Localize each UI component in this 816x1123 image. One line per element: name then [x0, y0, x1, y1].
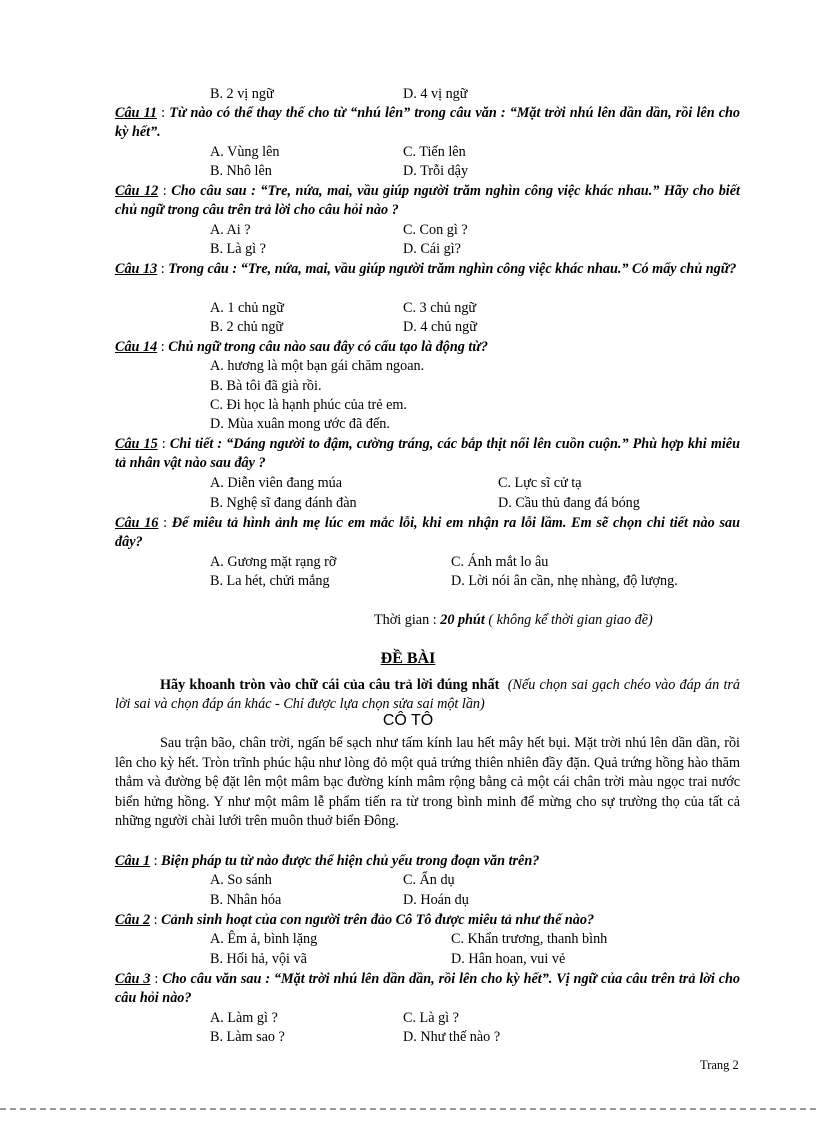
option-d: D. 4 vị ngữ: [403, 86, 468, 102]
question-separator: :: [157, 339, 169, 355]
question-separator: :: [156, 105, 170, 121]
option-a: A. Vùng lên: [210, 144, 280, 160]
time-line: [374, 611, 653, 630]
time-label: Thời gian :: [374, 612, 441, 628]
page-title: ĐỀ BÀI: [380, 650, 436, 667]
question-number: Câu 12: [115, 183, 159, 199]
question-separator: :: [158, 515, 172, 531]
question-number: Câu 13: [115, 261, 158, 277]
question-text: Cho câu văn sau : “Mặt trời nhú lên dần dần, rồi lên cho kỳ hết”. Vị ngữ của câu trên trả lời cho câu hỏi nào?: [115, 971, 740, 1006]
question-text: Chủ ngữ trong câu nào sau đây có cấu tạo là động từ?: [168, 339, 488, 355]
question-text: Từ nào có thể thay thế cho từ “nhú lên” trong câu văn : “Mặt trời nhú lên dần dần, rồi lên cho kỳ hết”.: [115, 105, 740, 140]
question-15: [115, 435, 740, 473]
option-c: C. Là gì ?: [403, 1010, 459, 1026]
option-d: D. Hoán dụ: [403, 892, 469, 908]
option-a: A. Êm ả, bình lặng: [210, 931, 318, 947]
question-text: Để miêu tả hình ảnh mẹ lúc em mắc lỗi, khi em nhận ra lỗi lầm. Em sẽ chọn chi tiết nào sau đây?: [115, 515, 740, 550]
option-b: B. Bà tôi đã già rồi.: [210, 378, 322, 394]
page-number: Trang 2: [700, 1058, 739, 1072]
question-separator: :: [150, 853, 162, 869]
option-b: B. Là gì ?: [210, 241, 266, 257]
question-12: [115, 182, 740, 220]
question-separator: :: [158, 183, 172, 199]
question-separator: :: [157, 261, 169, 277]
option-a: A. Gương mặt rạng rỡ: [210, 554, 337, 570]
question-number: Câu 11: [115, 105, 157, 121]
question-3: [115, 970, 740, 1008]
question-text: Biện pháp tu từ nào được thể hiện chủ yếu trong đoạn văn trên?: [161, 853, 540, 869]
page-divider: [0, 1108, 816, 1110]
time-note: ( không kể thời gian giao đề): [484, 612, 653, 628]
option-a: A. Ai ?: [210, 222, 251, 238]
instruction-italic: (Nếu chọn sai gạch chéo vào đáp án trả lời sai và chọn đáp án khác - Chỉ được lựa chọn sửa sai một lần): [115, 677, 740, 712]
option-c: C. Ánh mắt lo âu: [451, 554, 549, 570]
question-number: Câu 16: [115, 515, 159, 531]
option-d: D. Cầu thủ đang đá bóng: [498, 495, 640, 511]
option-b: B. Nghệ sĩ đang đánh đàn: [210, 495, 357, 511]
question-text: Cho câu sau : “Tre, nứa, mai, vầu giúp người trăm nghìn công việc khác nhau.” Hãy cho biết chủ ngữ trong câu trên trả lời cho câu hỏi nào ?: [115, 183, 740, 218]
instruction-bold: Hãy khoanh tròn vào chữ cái của câu trả lời đúng nhất: [160, 677, 500, 693]
question-14: [115, 338, 740, 357]
time-value: 20 phút: [440, 612, 485, 628]
option-a: A. So sánh: [210, 872, 272, 888]
passage: Sau trận bão, chân trời, ngấn bể sạch như tấm kính lau hết mây hết bụi. Mặt trời nhú lên dần dần, rồi lên cho kỳ hết. Tròn trĩnh phúc hậu như lòng đỏ một quả trứng thiên nhiên đầy đặn. Quả trứng hồng hào thăm thẳm và đường bệ đặt lên một mâm bạc đường kính mâm rộng bằng cả một cái chân trời màu ngọc trai nước biển hửng hồng. Y như một mâm lễ phẩm tiến ra từ trong bình minh để mừng cho sự trường thọ của tất cả những người chài lưới trên muôn thuở biển Đông.: [115, 735, 740, 830]
option-a: A. Làm gì ?: [210, 1010, 278, 1026]
option-d: D. Hân hoan, vui vẻ: [451, 951, 566, 967]
question-separator: :: [150, 971, 163, 987]
option-c: C. Khẩn trương, thanh bình: [451, 931, 608, 947]
question-text: Cảnh sinh hoạt của con người trên đảo Cô Tô được miêu tả như thế nào?: [161, 912, 595, 928]
option-d: D. Mùa xuân mong ước đã đến.: [210, 416, 390, 432]
passage-title: CÔ TÔ: [382, 712, 434, 729]
option-b: B. Nhân hóa: [210, 892, 282, 908]
question-number: Câu 3: [115, 971, 151, 987]
option-a: A. Diễn viên đang múa: [210, 475, 342, 491]
option-d: D. Như thế nào ?: [403, 1029, 501, 1045]
option-b: B. 2 chủ ngữ: [210, 319, 284, 335]
option-c: C. Ẩn dụ: [403, 872, 455, 888]
option-c: C. Con gì ?: [403, 222, 468, 238]
question-number: Câu 14: [115, 339, 158, 355]
question-16: [115, 514, 740, 552]
question-number: Câu 2: [115, 912, 151, 928]
option-c: C. Tiến lên: [403, 144, 466, 160]
option-a: A. 1 chủ ngữ: [210, 300, 284, 316]
question-2: [115, 911, 740, 930]
option-b: B. 2 vị ngữ: [210, 86, 274, 102]
question-separator: :: [157, 436, 170, 452]
option-b: B. La hét, chửi mắng: [210, 573, 330, 589]
option-c: C. 3 chủ ngữ: [403, 300, 477, 316]
option-d: D. Trỗi dậy: [403, 163, 469, 179]
option-c: C. Lực sĩ cử tạ: [498, 475, 582, 491]
option-d: D. Cái gì?: [403, 241, 461, 257]
option-a: A. hương là một bạn gái chăm ngoan.: [210, 358, 425, 374]
option-c: C. Đi học là hạnh phúc của trẻ em.: [210, 397, 407, 413]
option-d: D. 4 chủ ngữ: [403, 319, 477, 335]
option-b: B. Hối hả, vội vã: [210, 951, 307, 967]
question-11: [115, 104, 740, 142]
question-number: Câu 1: [115, 853, 151, 869]
instruction: [115, 676, 740, 714]
option-b: B. Nhô lên: [210, 163, 272, 179]
question-1: [115, 852, 740, 871]
question-number: Câu 15: [115, 436, 158, 452]
question-text: Trong câu : “Tre, nứa, mai, vầu giúp người trăm nghìn công việc khác nhau.” Có mấy chủ ngữ?: [168, 261, 737, 277]
question-text: Chi tiết : “Dáng người to đậm, cường tráng, các bắp thịt nổi lên cuồn cuộn.” Phù hợp khi miêu tả nhân vật nào sau đây ?: [115, 436, 740, 471]
question-13: [115, 260, 740, 279]
question-separator: :: [150, 912, 162, 928]
option-d: D. Lời nói ân cần, nhẹ nhàng, độ lượng.: [451, 573, 678, 589]
option-b: B. Làm sao ?: [210, 1029, 285, 1045]
